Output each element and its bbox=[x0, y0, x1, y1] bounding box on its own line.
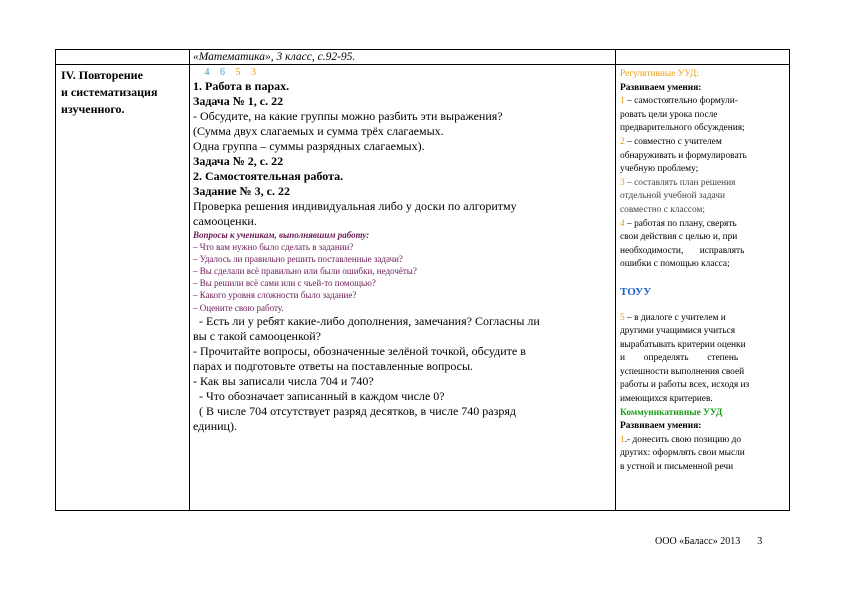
uud-number: 1 bbox=[620, 434, 625, 445]
regulatory-subtitle: Развиваем умения: bbox=[620, 82, 702, 93]
header-row-divider bbox=[55, 64, 790, 65]
uud-item bbox=[620, 312, 786, 407]
page-number: 3 bbox=[757, 536, 763, 547]
textbook-reference: «Математика», 3 класс, с.92-95. bbox=[193, 51, 356, 63]
question-item: – Удалось ли правильно решить поставленные задачи? bbox=[193, 254, 403, 265]
content-line: - Прочитайте вопросы, обозначенные зелёной точкой, обсудите в bbox=[193, 343, 526, 358]
communicative-subtitle: Развиваем умения: bbox=[620, 421, 702, 432]
uud-column bbox=[620, 68, 786, 475]
uud-line: другими учащимися учиться bbox=[620, 326, 736, 337]
uud-line: работы и работы всех, исходя из bbox=[620, 380, 750, 391]
uud-line: отдельной учебной задачи bbox=[620, 191, 726, 202]
number-marker: 6 bbox=[220, 67, 225, 78]
lesson-table bbox=[55, 49, 790, 511]
question-item: – Вы решили всё сами или с чьей-то помощью? bbox=[193, 278, 376, 289]
uud-line: вырабатывать критерии оценки bbox=[620, 339, 746, 350]
uud-line: – самостоятельно формули- bbox=[624, 96, 738, 107]
stage-title bbox=[61, 67, 157, 118]
uud-line: обнаруживать и формулировать bbox=[620, 150, 747, 161]
task-heading: Задача № 2, с. 22 bbox=[193, 154, 284, 168]
uud-line: имеющихся критериев. bbox=[620, 394, 713, 405]
uud-line: – работая по плану, сверять bbox=[624, 218, 737, 229]
table-border-left bbox=[55, 49, 56, 511]
table-border-bottom bbox=[55, 510, 790, 511]
content-line: (Сумма двух слагаемых и сумма трёх слагаемых. bbox=[193, 124, 444, 138]
uud-line: необходимости, исправлять bbox=[620, 245, 745, 256]
content-line: вы с такой самооценкой? bbox=[193, 328, 321, 343]
uud-number: 1 bbox=[620, 96, 625, 107]
uud-line: совместно с классом; bbox=[620, 204, 706, 215]
number-marker: 3 bbox=[251, 67, 256, 78]
uud-item bbox=[620, 136, 786, 177]
stage-title-line: IV. Повторение bbox=[61, 68, 143, 82]
uud-item bbox=[620, 218, 786, 272]
uud-number: 5 bbox=[620, 312, 625, 323]
regulatory-uud-title: Регулятивные УУД: bbox=[620, 69, 700, 79]
uud-item bbox=[620, 177, 786, 218]
question-item: – Оцените свою работу. bbox=[193, 302, 284, 313]
uud-line: других: оформлять свои мысли bbox=[620, 448, 745, 459]
lesson-numbers bbox=[193, 66, 540, 79]
stage-title-line: и систематизация bbox=[61, 85, 158, 99]
questions-title: Вопросы к ученикам, выполнявшим работу: bbox=[193, 230, 370, 240]
content-line: самооценки. bbox=[193, 214, 257, 228]
uud-line: предварительного обсуждения; bbox=[620, 123, 745, 134]
uud-line: ошибки с помощью класса; bbox=[620, 259, 730, 270]
task-heading: Задание № 3, с. 22 bbox=[193, 184, 290, 198]
uud-number: 2 bbox=[620, 136, 625, 147]
question-item: – Вы сделали всё правильно или были ошибки, недочёты? bbox=[193, 266, 417, 277]
content-line: парах и подготовьте ответы на поставленные вопросы. bbox=[193, 358, 474, 373]
uud-line: – составлять план решения bbox=[624, 177, 736, 188]
uud-line: учебную проблему; bbox=[620, 164, 699, 175]
content-line: ( В числе 704 отсутствует разряд десятков, в числе 740 разряд bbox=[193, 403, 516, 418]
content-line: единиц). bbox=[193, 418, 237, 433]
uud-line: .- донесить свою позицию до bbox=[624, 434, 742, 445]
uud-line: свои действия с целью и, при bbox=[620, 232, 738, 243]
column-divider-1 bbox=[189, 49, 190, 511]
number-marker: 4 bbox=[204, 67, 210, 78]
stage-title-line: изученного. bbox=[61, 102, 125, 116]
uud-line: в устной и письменной речи bbox=[620, 462, 734, 473]
footer-company: ООО «Баласс» 2013 bbox=[655, 536, 741, 547]
lesson-content bbox=[193, 66, 540, 434]
number-marker: 5 bbox=[235, 67, 241, 78]
content-line: - Есть ли у ребят какие-либо дополнения, замечания? Согласны ли bbox=[193, 313, 540, 328]
task-heading: Задача № 1, с. 22 bbox=[193, 94, 284, 108]
page-footer bbox=[655, 536, 762, 547]
content-line: Проверка решения индивидуальная либо у доски по алгоритму bbox=[193, 199, 517, 213]
question-item: – Какого уровня сложности было задание? bbox=[193, 290, 357, 301]
uud-number: 3 bbox=[620, 177, 625, 188]
uud-line: и определять степень bbox=[620, 353, 739, 364]
table-border-top bbox=[55, 49, 790, 50]
tou-title: ТОУУ bbox=[620, 285, 652, 298]
task-heading: 1. Работа в парах. bbox=[193, 79, 290, 93]
content-line: - Что обозначает записанный в каждом числе 0? bbox=[193, 388, 445, 403]
uud-line: ровать цели урока после bbox=[620, 109, 718, 120]
uud-number: 4 bbox=[620, 218, 625, 229]
communicative-uud-title: Коммуникативные УУД bbox=[620, 407, 723, 418]
uud-line: успешности выполнения своей bbox=[620, 366, 745, 377]
content-line: - Обсудите, на какие группы можно разбить эти выражения? bbox=[193, 109, 503, 123]
task-heading: 2. Самостоятельная работа. bbox=[193, 169, 344, 183]
uud-line: – в диалоге с учителем и bbox=[624, 312, 726, 323]
uud-item bbox=[620, 434, 786, 475]
table-border-right bbox=[789, 49, 790, 511]
uud-item bbox=[620, 95, 786, 136]
column-divider-2 bbox=[615, 49, 616, 511]
content-line: - Как вы записали числа 704 и 740? bbox=[193, 373, 374, 388]
uud-line: – совместно с учителем bbox=[624, 136, 722, 147]
question-item: – Что вам нужно было сделать в задании? bbox=[193, 242, 354, 253]
content-line: Одна группа – суммы разрядных слагаемых). bbox=[193, 139, 425, 153]
